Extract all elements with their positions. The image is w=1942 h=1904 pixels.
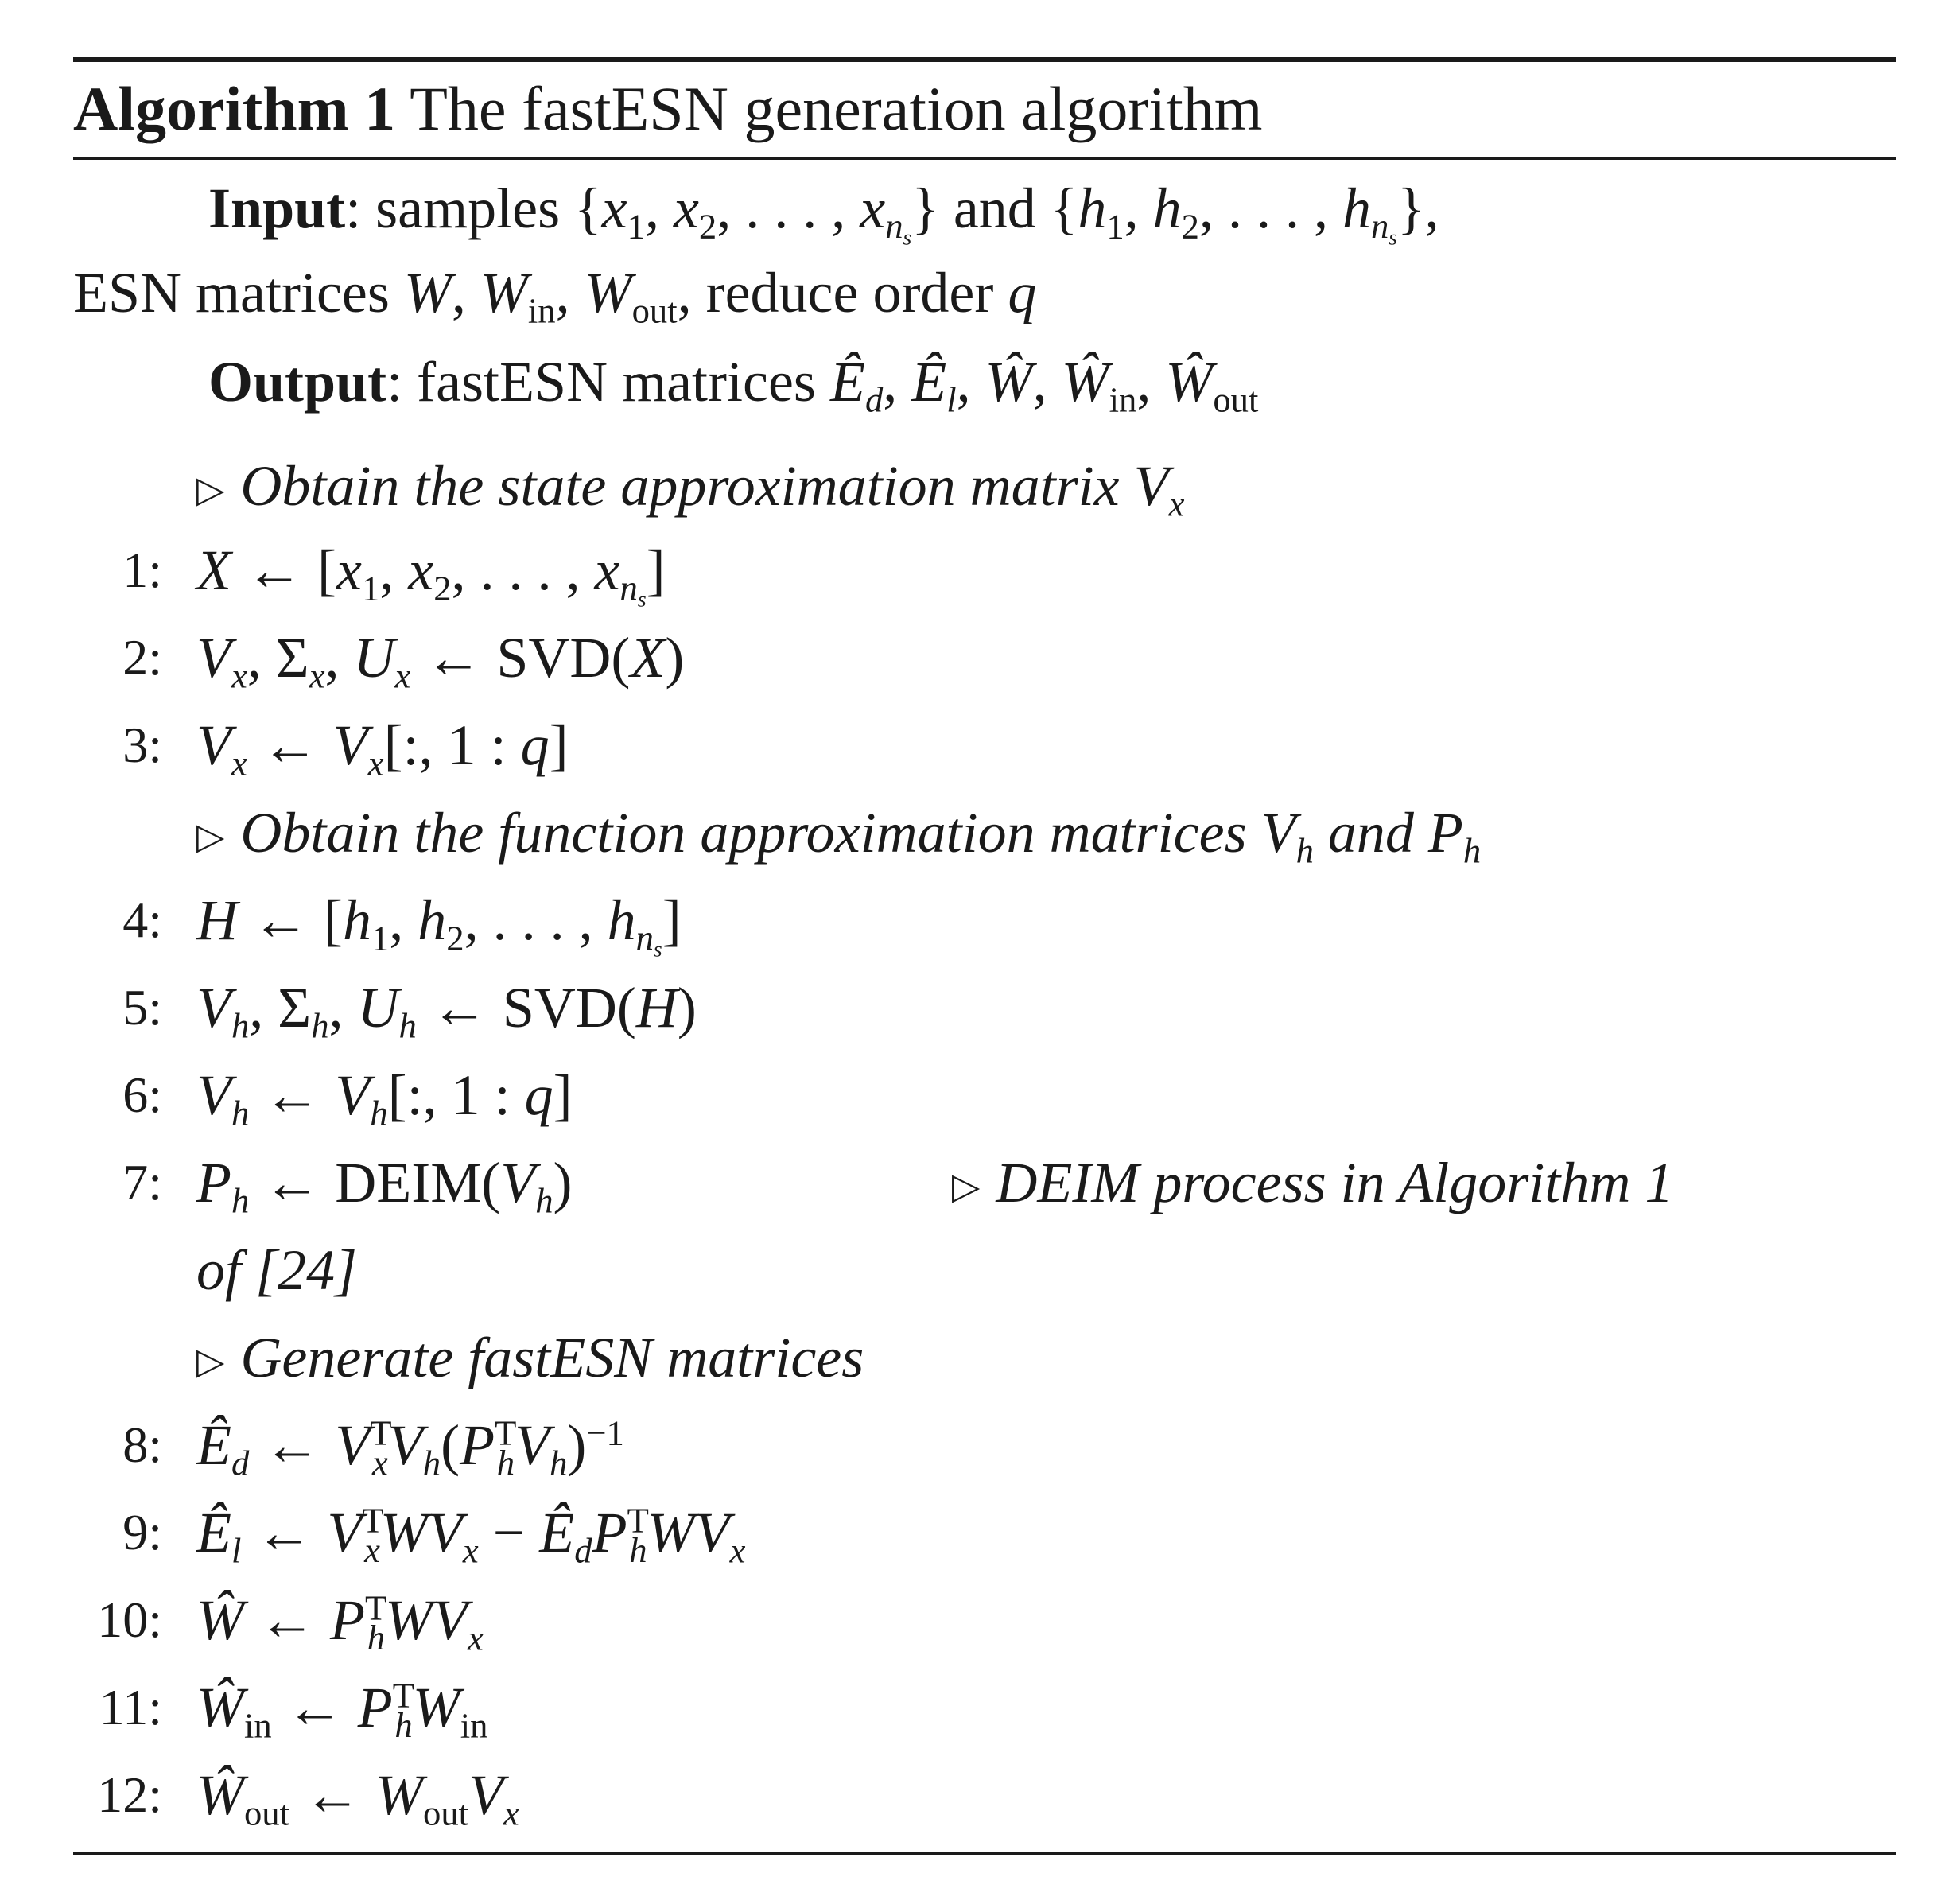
comment-function: ▷ Obtain the function approximation matrices $V_h$ and $P_h$ — [196, 801, 1482, 871]
step-statement: $V_h$, $\Sigma_h$, $U_h$ ← SVD(H) — [196, 976, 697, 1046]
step-4 — [73, 876, 1896, 964]
triangle-icon: ▷ — [196, 1341, 225, 1381]
step-number: 5: — [122, 979, 162, 1036]
output-line: Output: fastESN matrices $Ê_d$, $Ê_l$, Ŵ, $Ŵ_{in}$, $Ŵ_{out}$ — [208, 350, 1259, 420]
step-statement: $P_h$ ← $DEIM(V_h)$ — [196, 1151, 573, 1221]
output-label: Output — [208, 350, 387, 414]
comment-state: ▷ Obtain the state approximation matrix $V_x$ — [196, 454, 1185, 524]
algorithm-title — [73, 65, 1262, 153]
comment-deim-cont: of [24] — [196, 1238, 358, 1302]
step-10 — [73, 1576, 1896, 1664]
step-number: 8: — [122, 1416, 162, 1473]
step-9 — [73, 1489, 1896, 1576]
comment-deim: ▷ DEIM process in Algorithm 1 — [952, 1151, 1674, 1214]
top-rule — [73, 57, 1896, 62]
step-number: 7: — [122, 1154, 162, 1210]
algorithm-label: Algorithm 1 — [73, 74, 396, 143]
generate-text: Generate fastESN matrices — [240, 1326, 864, 1389]
step-statement: H ← [$h_1$, $h_2$, . . . , $h_{n_s}$] — [196, 888, 682, 962]
algorithm-name: The fastESN generation algorithm — [410, 74, 1263, 143]
step-statement: $Ŵ_{out}$ ← $W_{out}V_x$ — [196, 1763, 519, 1833]
step-number: 3: — [122, 717, 162, 773]
algorithm-box — [73, 0, 1896, 1904]
step-12 — [73, 1751, 1896, 1839]
step-3 — [73, 701, 1896, 789]
step-number: 2: — [122, 629, 162, 686]
step-1 — [73, 527, 1896, 614]
triangle-icon: ▷ — [952, 1166, 981, 1207]
step-statement: $Ê_l$ ← $V^T_xWV_x$ − $Ê_dP^T_hWV_x$ — [196, 1500, 746, 1571]
step-statement: $V_x$ ← $V_x$[:, 1 : q] — [196, 713, 569, 783]
comment-generate — [73, 1314, 1896, 1401]
step-5 — [73, 964, 1896, 1051]
triangle-icon: ▷ — [196, 469, 225, 510]
step-number: 1: — [122, 542, 162, 598]
step-number: 10: — [97, 1591, 162, 1648]
step-statement: Ŵ ← $P^T_hWV_x$ — [196, 1587, 484, 1658]
input-line-1: Input: samples {$x_1$, $x_2$, . . . , $x_{n_s}$} and {$h_1$, $h_2$, . . . , $h_{n_s}$}, — [208, 177, 1439, 250]
step-11 — [73, 1664, 1896, 1751]
step-statement: $V_h$ ← $V_h$[:, 1 : q] — [196, 1063, 573, 1133]
step-statement: $Ê_d$ ← $V^T_xV_h(P^T_hV_h)^{-1}$ — [196, 1412, 624, 1483]
step-number: 12: — [97, 1766, 162, 1823]
triangle-icon: ▷ — [196, 816, 225, 857]
step-number: 11: — [99, 1679, 162, 1735]
step-7 — [73, 1139, 1896, 1226]
step-number: 9: — [122, 1504, 162, 1560]
step-number: 4: — [122, 892, 162, 948]
step-statement: $V_x$, $\Sigma_x$, $U_x$ ← SVD(X) — [196, 626, 685, 696]
step-8 — [73, 1401, 1896, 1489]
step-6 — [73, 1051, 1896, 1139]
step-statement: X ← [$x_1$, $x_2$, . . . , $x_{n_s}$] — [196, 538, 666, 612]
step-2 — [73, 614, 1896, 701]
input-label: Input — [208, 177, 346, 240]
bottom-rule — [73, 1852, 1896, 1855]
step-number: 6: — [122, 1067, 162, 1123]
header-rule — [73, 157, 1896, 160]
input-line-2: ESN matrices W, $W_{in}$, $W_{out}$, reduce order q — [73, 261, 1037, 331]
step-statement: $Ŵ_{in}$ ← $P^T_hW_{in}$ — [196, 1675, 488, 1746]
